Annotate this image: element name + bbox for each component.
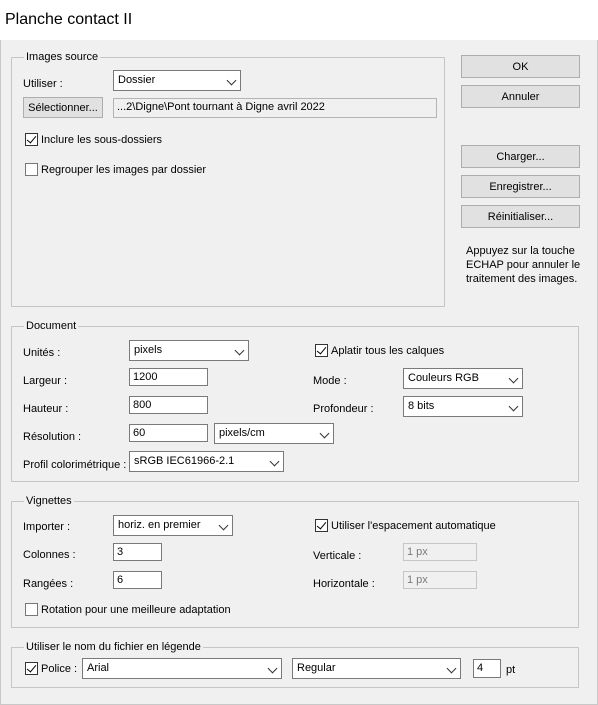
rotate-label[interactable]: Rotation pour une meilleure adaptation	[41, 604, 231, 616]
window-titlebar	[0, 0, 598, 40]
chevron-down-icon	[509, 402, 519, 412]
import-label: Importer :	[23, 521, 71, 533]
font-size-input[interactable]	[473, 659, 501, 678]
source-legend: Images source	[26, 51, 99, 63]
horizontal-label: Horizontale :	[313, 578, 375, 590]
width-input-value: 1200	[133, 371, 158, 383]
resolution-input[interactable]	[129, 424, 208, 442]
units-select-value: pixels	[134, 344, 163, 356]
chevron-down-icon	[268, 664, 278, 674]
font-size-value: 4	[477, 662, 484, 674]
chevron-down-icon	[227, 76, 237, 86]
rows-input[interactable]	[113, 571, 162, 589]
use-select-value: Dossier	[118, 74, 156, 86]
rows-label: Rangées :	[23, 578, 74, 590]
reset-label: Réinitialiser...	[487, 210, 554, 223]
import-select[interactable]	[113, 515, 233, 536]
columns-label: Colonnes :	[23, 549, 76, 561]
reset-button[interactable]	[461, 205, 580, 228]
depth-select[interactable]	[403, 396, 523, 417]
group-by-folder-checkbox[interactable]	[25, 163, 38, 176]
chevron-down-icon	[509, 374, 519, 384]
profile-select-value: sRGB IEC61966-2.1	[134, 455, 235, 467]
units-label: Unités :	[23, 347, 61, 359]
rotate-checkbox[interactable]	[25, 603, 38, 616]
cancel-label: Annuler	[501, 90, 540, 103]
units-select[interactable]	[129, 340, 249, 361]
use-label: Utiliser :	[23, 78, 63, 90]
flatten-label[interactable]: Aplatir tous les calques	[331, 345, 445, 357]
height-label: Hauteur :	[23, 403, 69, 415]
resolution-label: Résolution :	[23, 431, 82, 443]
select-folder-button[interactable]	[23, 97, 103, 118]
font-size-unit: pt	[506, 664, 516, 676]
font-select-value: Arial	[87, 662, 110, 674]
group-by-folder-label[interactable]: Regrouper les images par dossier	[41, 164, 207, 176]
horizontal-input[interactable]	[403, 571, 477, 589]
ok-label: OK	[512, 60, 529, 73]
rows-input-value: 6	[117, 574, 124, 586]
select-folder-label: Sélectionner...	[28, 101, 98, 114]
import-select-value: horiz. en premier	[118, 519, 201, 531]
vertical-label: Verticale :	[313, 550, 362, 562]
font-select[interactable]	[82, 658, 282, 679]
mode-label: Mode :	[313, 375, 347, 387]
horizontal-input-value: 1 px	[407, 574, 428, 586]
resolution-unit-select[interactable]	[214, 423, 334, 444]
columns-input-value: 3	[117, 546, 124, 558]
load-button[interactable]	[461, 145, 580, 168]
resolution-unit-value: pixels/cm	[219, 427, 265, 439]
chevron-down-icon	[235, 346, 245, 356]
height-input-value: 800	[133, 399, 152, 411]
use-select[interactable]	[113, 70, 241, 91]
profile-select[interactable]	[129, 451, 284, 472]
help-text: Appuyez sur la touche ECHAP pour annuler le traitement des images.	[466, 245, 581, 285]
font-style-select[interactable]	[292, 658, 461, 679]
font-label[interactable]: Police :	[41, 663, 78, 675]
width-label: Largeur :	[23, 375, 68, 387]
columns-input[interactable]	[113, 543, 162, 561]
include-subfolders-checkbox[interactable]	[25, 133, 38, 146]
depth-label: Profondeur :	[313, 403, 374, 415]
document-legend: Document	[26, 320, 77, 332]
thumbnails-legend: Vignettes	[26, 495, 72, 507]
height-input[interactable]	[129, 396, 208, 414]
auto-spacing-label[interactable]: Utiliser l'espacement automatique	[331, 520, 496, 532]
vertical-input[interactable]	[403, 543, 477, 561]
source-path-text: ...2\Digne\Pont tournant à Digne avril 2022	[117, 101, 325, 113]
load-label: Charger...	[496, 150, 545, 163]
save-button[interactable]	[461, 175, 580, 198]
resolution-input-value: 60	[133, 427, 146, 439]
mode-select-value: Couleurs RGB	[408, 372, 479, 384]
chevron-down-icon	[219, 521, 229, 531]
chevron-down-icon	[320, 429, 330, 439]
flatten-checkbox[interactable]	[315, 344, 328, 357]
save-label: Enregistrer...	[489, 180, 552, 193]
font-checkbox[interactable]	[25, 662, 38, 675]
vertical-input-value: 1 px	[407, 546, 428, 558]
cancel-button[interactable]	[461, 85, 580, 108]
depth-select-value: 8 bits	[408, 400, 435, 412]
width-input[interactable]	[129, 368, 208, 386]
profile-label: Profil colorimétrique :	[23, 459, 127, 471]
mode-select[interactable]	[403, 368, 523, 389]
chevron-down-icon	[270, 457, 280, 467]
source-path-field	[113, 98, 437, 118]
caption-legend: Utiliser le nom du fichier en légende	[26, 641, 201, 653]
window-title: Planche contact II	[5, 11, 133, 28]
include-subfolders-label[interactable]: Inclure les sous-dossiers	[41, 134, 163, 146]
auto-spacing-checkbox[interactable]	[315, 519, 328, 532]
ok-button[interactable]	[461, 55, 580, 78]
font-style-value: Regular	[297, 662, 336, 674]
chevron-down-icon	[447, 664, 457, 674]
